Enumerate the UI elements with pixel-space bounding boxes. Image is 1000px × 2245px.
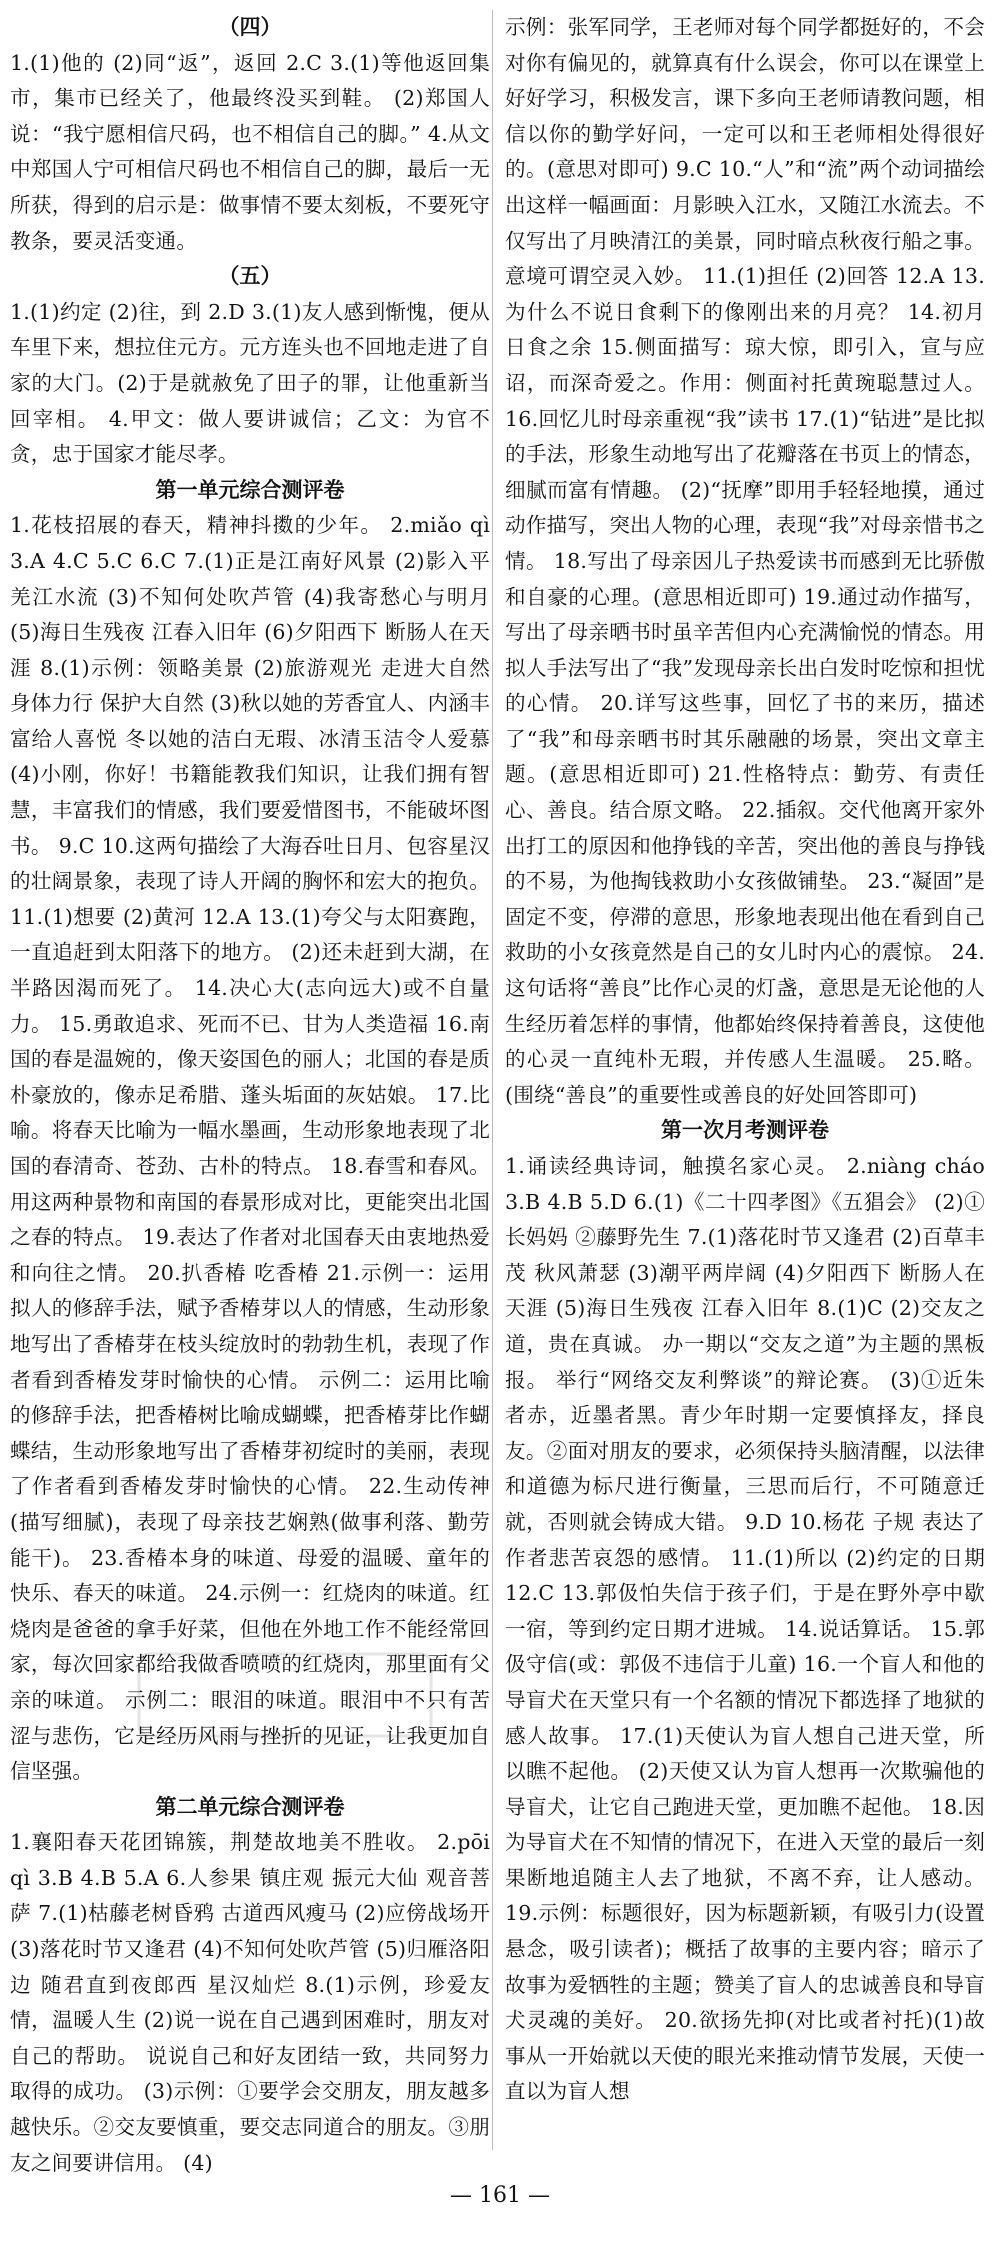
page-number: — 161 — <box>450 2183 550 2208</box>
column-divider <box>492 10 493 2150</box>
answer-paragraph: 1.(1)约定 (2)往，到 2.D 3.(1)友人感到惭愧，便从车里下来，想拉住元方。元方连头也不回地走进了自家的大门。(2)于是就赦免了田子的罪，让他重新当回宰相。 4.甲文：做人要讲诚信；乙文：为官不贪，忠于国家才能尽孝。 <box>10 299 490 467</box>
answer-paragraph: 1.花枝招展的春天，精神抖擞的少年。 2.miǎo qì 3.A 4.C 5.C 6.C 7.(1)正是江南好风景 (2)影入平羌江水流 (3)不知何处吹芦管 (4)我寄愁心与明月 (5)海日生残夜 江春入旧年 (6)夕阳西下 断肠人在天涯 8.(1)示例：领略美景 (2)旅游观光 走进大自然 身体力行 保护大自然 (3)秋以她的芳香宜人、内涵丰富给人喜悦 冬以她的洁白无瑕、冰清玉洁令人爱慕 (4)小刚，你好！书籍能教我们知识，让我们拥有智慧，丰富我们的情感，我们要爱惜图书，不能破坏图书。 9.C 10.这两句描绘了大海吞吐日月、包容星汉的壮阔景象，表现了诗人开阔的胸怀和宏大的抱负。 11.(1)想要 (2)黄河 12.A 13.(1)夸父与太阳赛跑，一直追赶到太阳落下的地方。 (2)还未赶到大湖，在半路因渴而死了。 14.决心大(志向远大)或不自量力。 15.勇敢追求、死而不已、甘为人类造福 16.南国的春是温婉的，像天姿国色的丽人；北国的春是质朴豪放的，像赤足希腊、蓬头垢面的灰姑娘。 17.比喻。将春天比喻为一幅水墨画，生动形象地表现了北国的春清奇、苍劲、古朴的特点。 18.春雪和春风。用这两种景物和南国的春景形成对比，更能突出北国之春的特点。 19.表达了作者对北国春天由衷地热爱和向往之情。 20.扒香椿 吃香椿 21.示例一：运用拟人的修辞手法，赋予香椿芽以人的情感，生动形象地写出了香椿芽在枝头绽放时的勃勃生机，表现了作者看到香椿发芽时愉快的心情。 示例二：运用比喻的修辞手法，把香椿树比喻成蝴蝶，把香椿芽比作蝴蝶结，生动形象地写出了香椿芽初绽时的美丽，表现了作者看到香椿发芽时愉快的心情。 22.生动传神(描写细腻)，表现了母亲技艺娴熟(做事利落、勤劳能干)。 23.香椿本身的味道、母爱的温暖、童年的快乐、春天的味道。 24.示例一：红烧肉的味道。红烧肉是爸爸的拿手好菜，但他在外地工作不能经常回家，每次回家都给我做香喷喷的红烧肉，那里面有父亲的味道。 示例二：眼泪的味道。眼泪中不只有苦涩与悲伤，它是经历风雨与挫折的见证，让我更加自信坚强。 <box>10 513 490 1784</box>
section-heading: 第二单元综合测评卷 <box>155 1794 345 1819</box>
answer-paragraph: 1.(1)他的 (2)同“返”，返回 2.C 3.(1)等他返回集市，集市已经关了，他最终没买到鞋。 (2)郑国人说：“我宁愿相信尺码，也不相信自己的脚。” 4.从文中郑国人宁可相信尺码也不相信自己的脚，最后一无所获，得到的启示是：做事情不要太刻板，不要死守教条，要灵活变通。 <box>10 50 490 253</box>
stamp-watermark <box>135 1650 435 1740</box>
answer-paragraph: 1.诵读经典诗词，触摸名家心灵。 2.niàng cháo 3.B 4.B 5.D 6.(1)《二十四孝图》《五猖会》 (2)①长妈妈 ②藤野先生 7.(1)落花时节又逢君 (2)百草丰茂 秋风萧瑟 (3)潮平两岸阔 (4)夕阳西下 断肠人在天涯 (5)海日生残夜 江春入旧年 8.(1)C (2)交友之道，贵在真诚。 办一期以“交友之道”为主题的黑板报。 举行“网络交友利弊谈”的辩论赛。 (3)①近朱者赤，近墨者黑。青少年时期一定要慎择友，择良友。②面对朋友的要求，必须保持头脑清醒，以法律和道德为标尺进行衡量，三思而后行，不可随意迁就，否则就会铸成大错。 9.D 10.杨花 子规 表达了作者悲苦哀怨的感情。 11.(1)所以 (2)约定的日期 12.C 13.郭伋怕失信于孩子们，于是在野外亭中歇一宿，等到约定日期才进城。 14.说话算话。 15.郭伋守信(或：郭伋不违信于儿童) 16.一个盲人和他的导盲犬在天堂只有一个名额的情况下都选择了地狱的感人故事。 17.(1)天使认为盲人想自己进天堂，所以瞧不起他。 (2)天使又认为盲人想再一次欺骗他的导盲犬，让它自己跑进天堂，更加瞧不起他。 18.因为导盲犬在不知情的情况下，在进入天堂的最后一刻果断地追随主人去了地狱，不离不弃，让人感动。 19.示例：标题很好，因为标题新颖，有吸引力(设置悬念，吸引读者)；概括了故事的主要内容；暗示了故事为爱牺牲的主题；赞美了盲人的忠诚善良和导盲犬灵魂的美好。 20.欲扬先抑(对比或者衬托)(1)故事从一开始就以天使的眼光来推动情节发展，天使一直以为盲人想 <box>505 1154 985 2104</box>
answer-paragraph: 1.襄阳春天花团锦簇，荆楚故地美不胜收。 2.pōi qì 3.B 4.B 5.A 6.人参果 镇庄观 振元大仙 观音菩萨 7.(1)枯藤老树昏鸦 古道西风瘦马 (2)应傍战场开 (3)落花时节又逢君 (4)不知何处吹芦管 (5)归雁洛阳边 随君直到夜郎西 星汉灿烂 8.(1)示例，珍爱友情，温暖人生 (2)说一说在自己遇到困难时，朋友对自己的帮助。 说说自己和好友团结一致，共同努力取得的成功。 (3)示例：①要学会交朋友，朋友越多越快乐。②交友要慎重，要交志同道合的朋友。③朋友之间要讲信用。 (4) <box>10 1830 490 2175</box>
right-column <box>505 10 985 2155</box>
section-heading: 第一单元综合测评卷 <box>155 477 345 502</box>
section-heading: （五） <box>218 264 282 289</box>
section-heading: （四） <box>218 15 282 39</box>
answer-paragraph: 示例：张军同学，王老师对每个同学都挺好的，不会对你有偏见的，就算真有什么误会，你可以在课堂上好好学习，积极发言，课下多向王老师请教问题，相信以你的勤学好问，一定可以和王老师相处得很好的。(意思对即可) 9.C 10.“人”和“流”两个动词描绘出这样一幅画面：月影映入江水，又随江水流去。不仅写出了月映清江的美景，同时暗点秋夜行船之事。意境可谓空灵入妙。 11.(1)担任 (2)回答 12.A 13.为什么不说日食剩下的像刚出来的月亮？ 14.初月 日食之余 15.侧面描写：琼大惊，即引入，宣与应诏，而深奇爱之。作用：侧面衬托黄琬聪慧过人。 16.回忆儿时母亲重视“我”读书 17.(1)“钻进”是比拟的手法，形象生动地写出了花瓣落在书页上的情态，细腻而富有情趣。 (2)“抚摩”即用手轻轻地摸，通过动作描写，突出人物的心理，表现“我”对母亲惜书之情。 18.写出了母亲因儿子热爱读书而感到无比骄傲和自豪的心理。(意思相近即可) 19.通过动作描写，写出了母亲晒书时虽辛苦但内心充满愉悦的情态。用拟人手法写出了“我”发现母亲长出白发时吃惊和担忧的心情。 20.详写这些事，回忆了书的来历，描述了“我”和母亲晒书时其乐融融的场景，突出文章主题。(意思相近即可) 21.性格特点：勤劳、有责任心、善良。结合原文略。 22.插叙。交代他离开家外出打工的原因和他挣钱的辛苦，突出他的善良与挣钱的不易，为他掏钱救助小女孩做铺垫。 23.“凝固”是固定不变，停滞的意思，形象地表现出他在看到自己救助的小女孩竟然是自己的女儿时内心的震惊。 24.这句话将“善良”比作心灵的灯盏，意思是无论他的人生经历着怎样的事情，他都始终保持着善良，这使他的心灵一直纯朴无瑕，并传感人生温暖。 25.略。(围绕“善良”的重要性或善良的好处回答即可) <box>505 15 985 1107</box>
left-column <box>10 10 490 2175</box>
section-heading: 第一次月考测评卷 <box>661 1118 829 1143</box>
